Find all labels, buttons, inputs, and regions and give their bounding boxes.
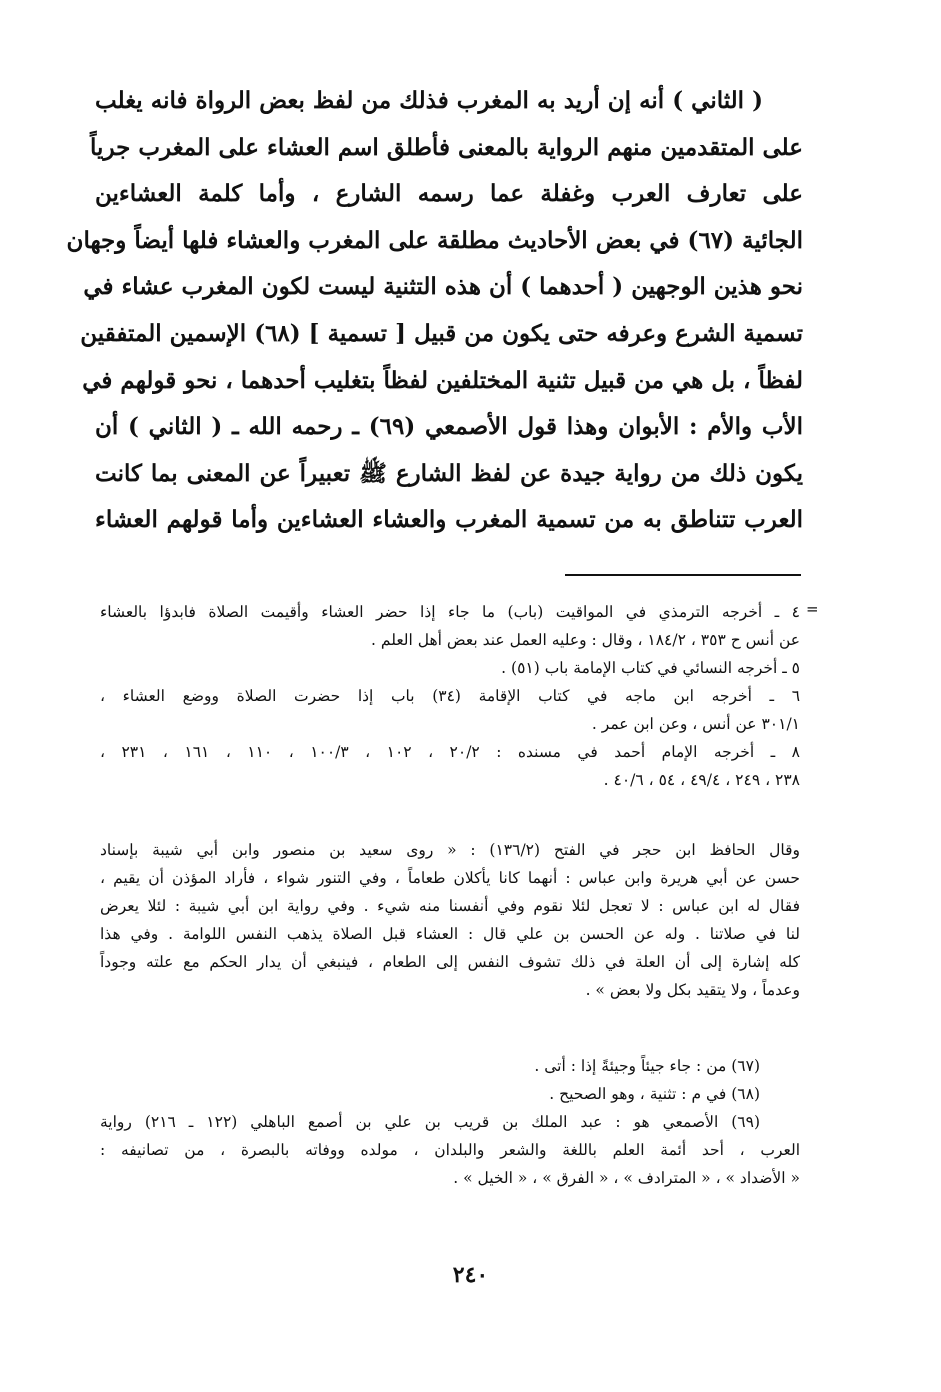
main-text-line: ( الثاني ) أنه إن أريد به المغرب فذلك من لفظ بعض الرواة فانه يغلب [95,87,763,114]
footnote-line: ٢٣٨ ، ٢٤٩ ، ٤٩/٤ ، ٥٤ ، ٤٠/٦ . [603,771,800,789]
footnote-line: ٨ ـ أخرجه الإمام أحمد في مسنده : ٢٠/٢ ، ١٠٢ ، ١٠٠/٣ ، ١١٠ ، ١٦١ ، ٢٣١ ، [100,743,800,761]
editor-notes [100,1052,800,1192]
page-number: ٢٤٠ [452,1262,489,1288]
footnote-line: ٣٠١/١ عن أنس ، وعن ابن عمر . [591,715,800,733]
quote-line: وقال الحافظ ابن حجر في الفتح (١٣٦/٢) : « روى سعيد بن منصور وابن أبي شيبة بإسناد [100,841,800,859]
quote-line: فقال له ابن عباس : لا تعجل لئلا نقوم وفي أنفسنا منه شيء . وفي رواية ابن أبي شيبة : لئلا يعرض [100,897,800,915]
editor-note-line: « الأضداد » ، « المترادف » ، « الفرق » ، « الخيل » . [453,1169,800,1187]
footnote-line: ٦ ـ أخرجه ابن ماجه في كتاب الإقامة (٣٤) باب إذا حضرت الصلاة ووضع العشاء ، [100,687,801,705]
main-text-line: الجائية (٦٧) في بعض الأحاديث مطلقة على المغرب والعشاء فلها أيضاً وجهان [66,226,803,254]
main-text-line: نحو هذين الوجهين ( أحدهما ) أن هذه التثنية ليست لكون المغرب عشاء في [83,273,803,301]
main-text-line: يكون ذلك من رواية جيدة عن لفظ الشارع ﷺ تعبيراً عن المعنى بما كانت [95,459,803,487]
main-text-body [66,78,803,544]
quote-line: كله إشارة إلى أن العلة في ذلك تشوف النفس إلى الطعام ، فينبغي أن يدار الحكم مع علته وجوداً [100,953,800,971]
footnote-line: عن أنس ح ٣٥٣ ، ١٨٤/٢ ، وقال : وعليه العمل عند بعض أهل العلم . [371,631,800,649]
footnote-line: ٥ ـ أخرجه النسائي في كتاب الإمامة باب (٥١) . [501,659,800,677]
main-text-line: العرب تتناطق به من تسمية المغرب والعشاء العشاءين وأما قولهم العشاء [95,506,803,534]
quote-line: لنا في صلاتنا . وله عن الحسن بن علي قال : العشاء قبل الصلاة يذهب النفس اللوامة . وفي هذا [100,925,800,943]
editor-note-line: العرب ، أحد أئمة العلم باللغة والشعر والبلدان ، مولده ووفاته بالبصرة ، من تصانيفه : [100,1141,801,1159]
main-text-line: الأب والأم : الأبوان وهذا قول الأصمعي (٦٩) ـ رحمه الله ـ ( الثاني ) أن [95,413,803,441]
main-text-line: على تعارف العرب وغفلة عما رسمه الشارع ، وأما كلمة العشاءين [95,180,803,208]
quote-line: وعدماً ، ولا يتقيد بكل ولا بعض » . [585,981,800,999]
footnote-line: ٤ ـ أخرجه الترمذي في المواقيت (باب) ما جاء إذا حضر العشاء وأقيمت الصلاة فابدؤا بالعشاء [100,603,800,621]
editor-note-line: (٦٩) الأصمعي هو : عبد الملك بن قريب بن علي بن أصمع الباهلي (١٢٢ ـ ٢١٦) رواية [100,1113,761,1131]
editor-note-line: (٦٧) من : جاء جيئاً وجيئةً إذا : أتى . [534,1057,760,1075]
editor-note-line: (٦٨) في م : تثنية ، وهو الصحيح . [549,1085,760,1103]
main-text-line: لفظاً ، بل هي من قبيل تثنية المختلفين لفظاً بتغليب أحدهما ، نحو قولهم في [82,366,803,394]
footnotes-continued [100,598,800,794]
quote-ibn-hajar [100,836,800,1004]
footnote-separator [565,574,801,576]
main-text-line: على المتقدمين منهم الرواية بالمعنى فأطلق اسم العشاء على المغرب جرياً [90,133,803,161]
quote-line: حسن عن أبي هريرة وابن عباس : أنهما كانا يأكلان طعاماً ، وفي التنور شواء ، فأراد المؤذن أن يقيم ، [100,869,800,887]
footnote-continuation-marker: = [806,600,819,618]
main-text-line: تسمية الشرع وعرفه حتى يكون من قبيل [ تسمية ] (٦٨) الإسمين المتفقين [80,319,803,347]
